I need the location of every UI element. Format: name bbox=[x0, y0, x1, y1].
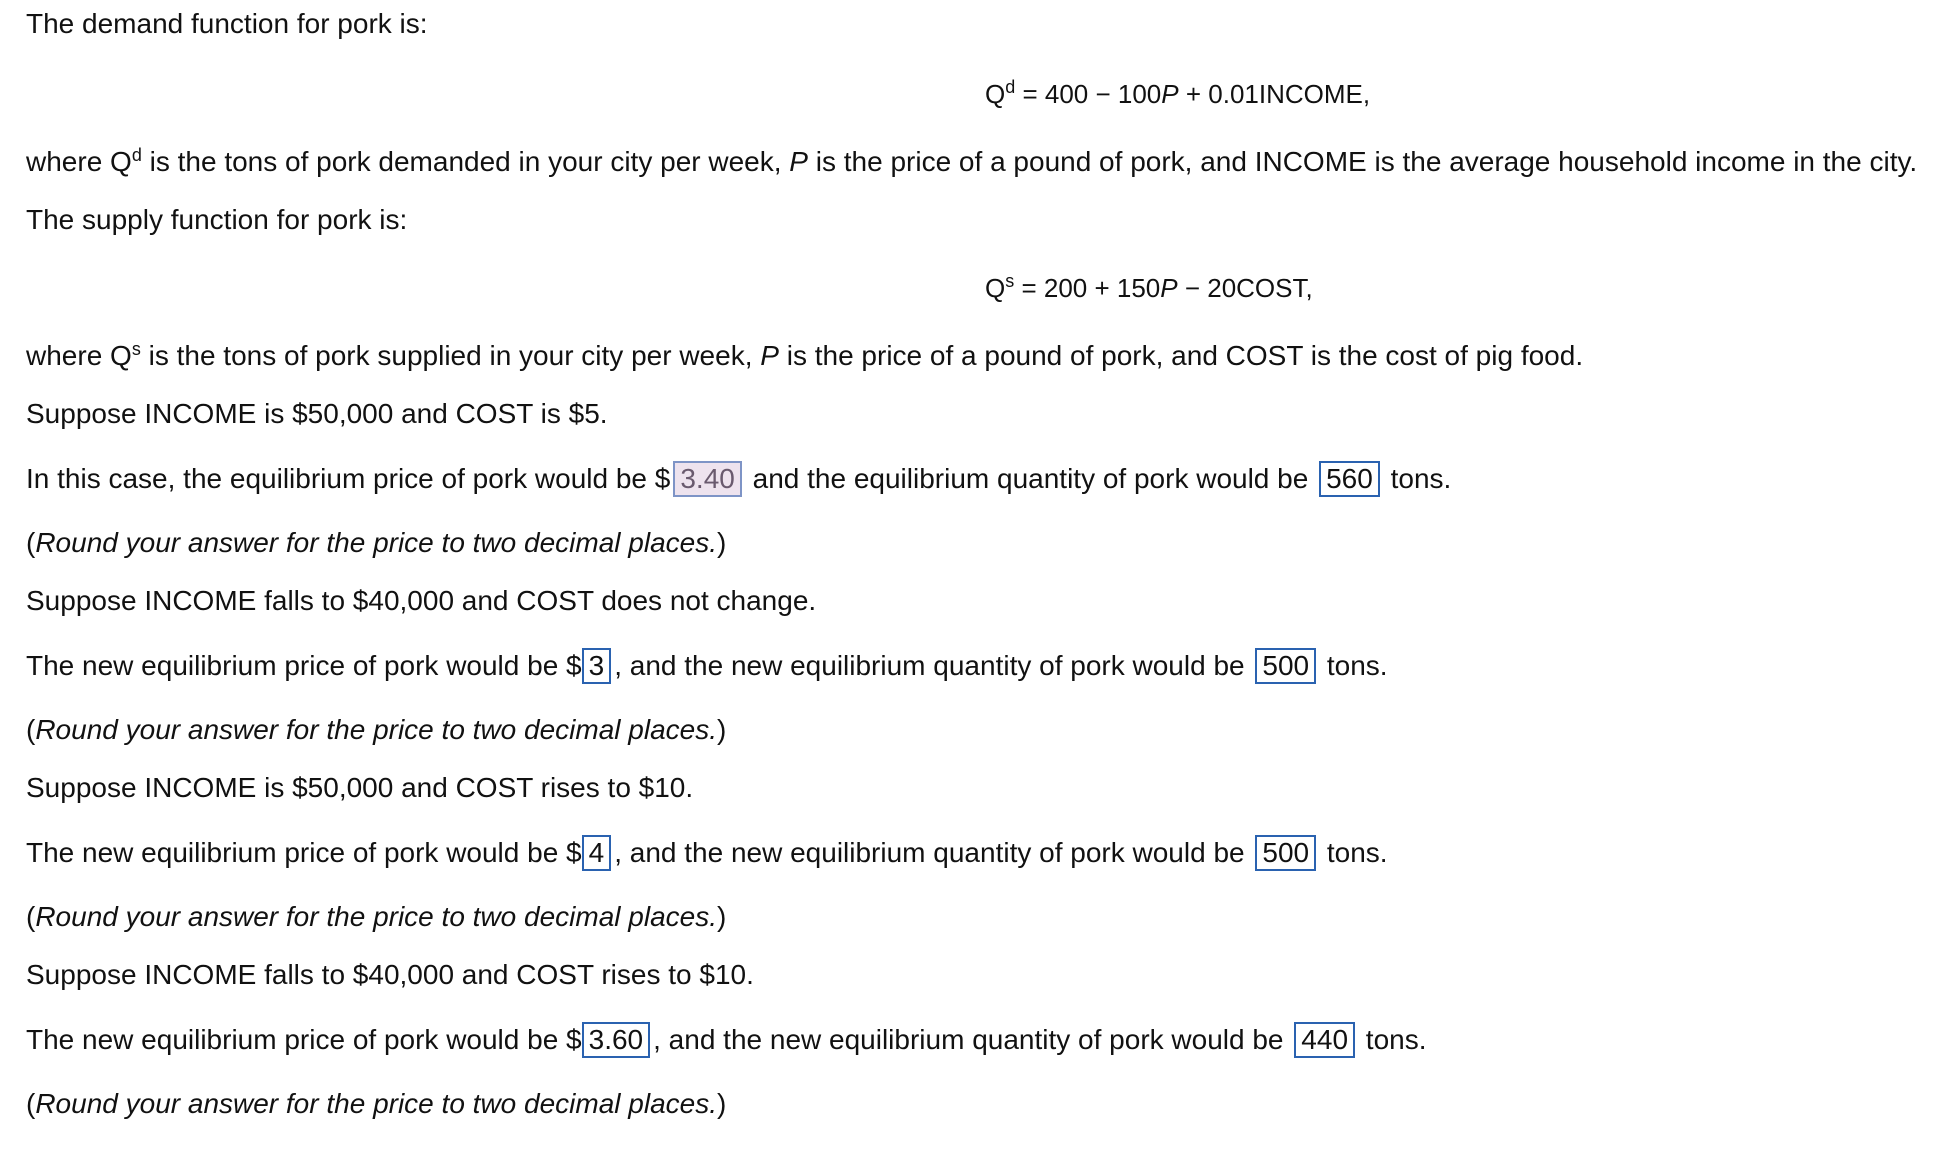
note-close-paren: ) bbox=[717, 527, 727, 558]
scenario-1-quantity-answer[interactable]: 560 bbox=[1319, 461, 1380, 497]
scenario-1-lead: In this case, the equilibrium price of pork would be $ bbox=[26, 463, 671, 494]
supply-eq-sup: s bbox=[1005, 271, 1015, 291]
note-open-paren: ( bbox=[26, 901, 36, 932]
demand-eq-rhs-b: + 0.01INCOME, bbox=[1178, 79, 1371, 109]
supply-desc-a: where Q bbox=[26, 340, 132, 371]
scenario-4-rounding-note bbox=[26, 1088, 726, 1120]
scenario-4-price-answer[interactable]: 3.60 bbox=[582, 1022, 651, 1058]
note-close-paren: ) bbox=[717, 714, 727, 745]
scenario-3-rounding-note bbox=[26, 901, 726, 933]
scenario-3-question bbox=[26, 835, 1388, 871]
supply-desc-c: is the price of a pound of pork, and COST is the cost of pig food. bbox=[778, 340, 1584, 371]
demand-desc-sup: d bbox=[131, 145, 142, 165]
supply-desc-b: is the tons of pork supplied in your city per week, bbox=[140, 340, 761, 371]
supply-eq-rhs-a: = 200 + 150 bbox=[1014, 273, 1161, 303]
scenario-3-mid: , and the new equilibrium quantity of pork would be bbox=[614, 837, 1253, 868]
scenario-1-price-answer[interactable]: 3.40 bbox=[673, 461, 742, 497]
scenario-2-quantity-answer[interactable]: 500 bbox=[1255, 648, 1316, 684]
note-close-paren: ) bbox=[717, 1088, 727, 1119]
scenario-2-lead: The new equilibrium price of pork would be $ bbox=[26, 650, 582, 681]
supply-desc-sup: s bbox=[131, 339, 141, 359]
scenario-3-price-answer[interactable]: 4 bbox=[582, 835, 612, 871]
scenario-1-mid: and the equilibrium quantity of pork would be bbox=[744, 463, 1317, 494]
scenario-1-question bbox=[26, 461, 1451, 497]
demand-equation bbox=[985, 78, 1370, 113]
supply-eq-p: P bbox=[1160, 273, 1178, 303]
note-open-paren: ( bbox=[26, 1088, 36, 1119]
demand-desc-a: where Q bbox=[26, 146, 132, 177]
demand-eq-sup: d bbox=[1005, 77, 1016, 97]
note-open-paren: ( bbox=[26, 527, 36, 558]
scenario-3-lead: The new equilibrium price of pork would be $ bbox=[26, 837, 582, 868]
demand-description bbox=[26, 146, 1917, 181]
scenario-4-assumption: Suppose INCOME falls to $40,000 and COST rises to $10. bbox=[26, 959, 754, 990]
scenario-2-price-answer[interactable]: 3 bbox=[582, 648, 612, 684]
scenario-4-lead: The new equilibrium price of pork would be $ bbox=[26, 1024, 582, 1055]
scenario-1-tail: tons. bbox=[1382, 463, 1452, 494]
demand-eq-q: Q bbox=[985, 79, 1006, 109]
scenario-1-assumption: Suppose INCOME is $50,000 and COST is $5. bbox=[26, 398, 608, 429]
scenario-4-question bbox=[26, 1022, 1427, 1058]
scenario-3-tail: tons. bbox=[1319, 837, 1388, 868]
scenario-2-mid: , and the new equilibrium quantity of pork would be bbox=[614, 650, 1253, 681]
demand-eq-p: P bbox=[1161, 79, 1179, 109]
supply-desc-p: P bbox=[760, 340, 779, 371]
demand-desc-p: P bbox=[789, 146, 808, 177]
demand-desc-b: is the tons of pork demanded in your city per week, bbox=[141, 146, 790, 177]
supply-description bbox=[26, 340, 1583, 375]
demand-desc-c: is the price of a pound of pork, and INCOME is the average household income in the city. bbox=[807, 146, 1918, 177]
demand-function-heading: The demand function for pork is: bbox=[26, 8, 428, 39]
note-close-paren: ) bbox=[717, 901, 727, 932]
scenario-4-mid: , and the new equilibrium quantity of pork would be bbox=[653, 1024, 1292, 1055]
supply-eq-rhs-b: − 20COST, bbox=[1177, 273, 1313, 303]
scenario-4-tail: tons. bbox=[1358, 1024, 1427, 1055]
supply-equation bbox=[985, 272, 1313, 307]
note-text: Round your answer for the price to two decimal places. bbox=[35, 1088, 717, 1119]
supply-function-heading: The supply function for pork is: bbox=[26, 204, 408, 235]
scenario-2-tail: tons. bbox=[1319, 650, 1388, 681]
note-open-paren: ( bbox=[26, 714, 36, 745]
scenario-3-quantity-answer[interactable]: 500 bbox=[1255, 835, 1316, 871]
note-text: Round your answer for the price to two decimal places. bbox=[35, 901, 717, 932]
scenario-2-assumption: Suppose INCOME falls to $40,000 and COST does not change. bbox=[26, 585, 817, 616]
supply-eq-q: Q bbox=[985, 273, 1006, 303]
scenario-2-rounding-note bbox=[26, 714, 726, 746]
scenario-1-rounding-note bbox=[26, 527, 726, 559]
scenario-2-question bbox=[26, 648, 1388, 684]
scenario-4-quantity-answer[interactable]: 440 bbox=[1294, 1022, 1355, 1058]
note-text: Round your answer for the price to two decimal places. bbox=[35, 714, 717, 745]
note-text: Round your answer for the price to two decimal places. bbox=[35, 527, 717, 558]
scenario-3-assumption: Suppose INCOME is $50,000 and COST rises to $10. bbox=[26, 772, 694, 803]
demand-eq-rhs-a: = 400 − 100 bbox=[1015, 79, 1162, 109]
